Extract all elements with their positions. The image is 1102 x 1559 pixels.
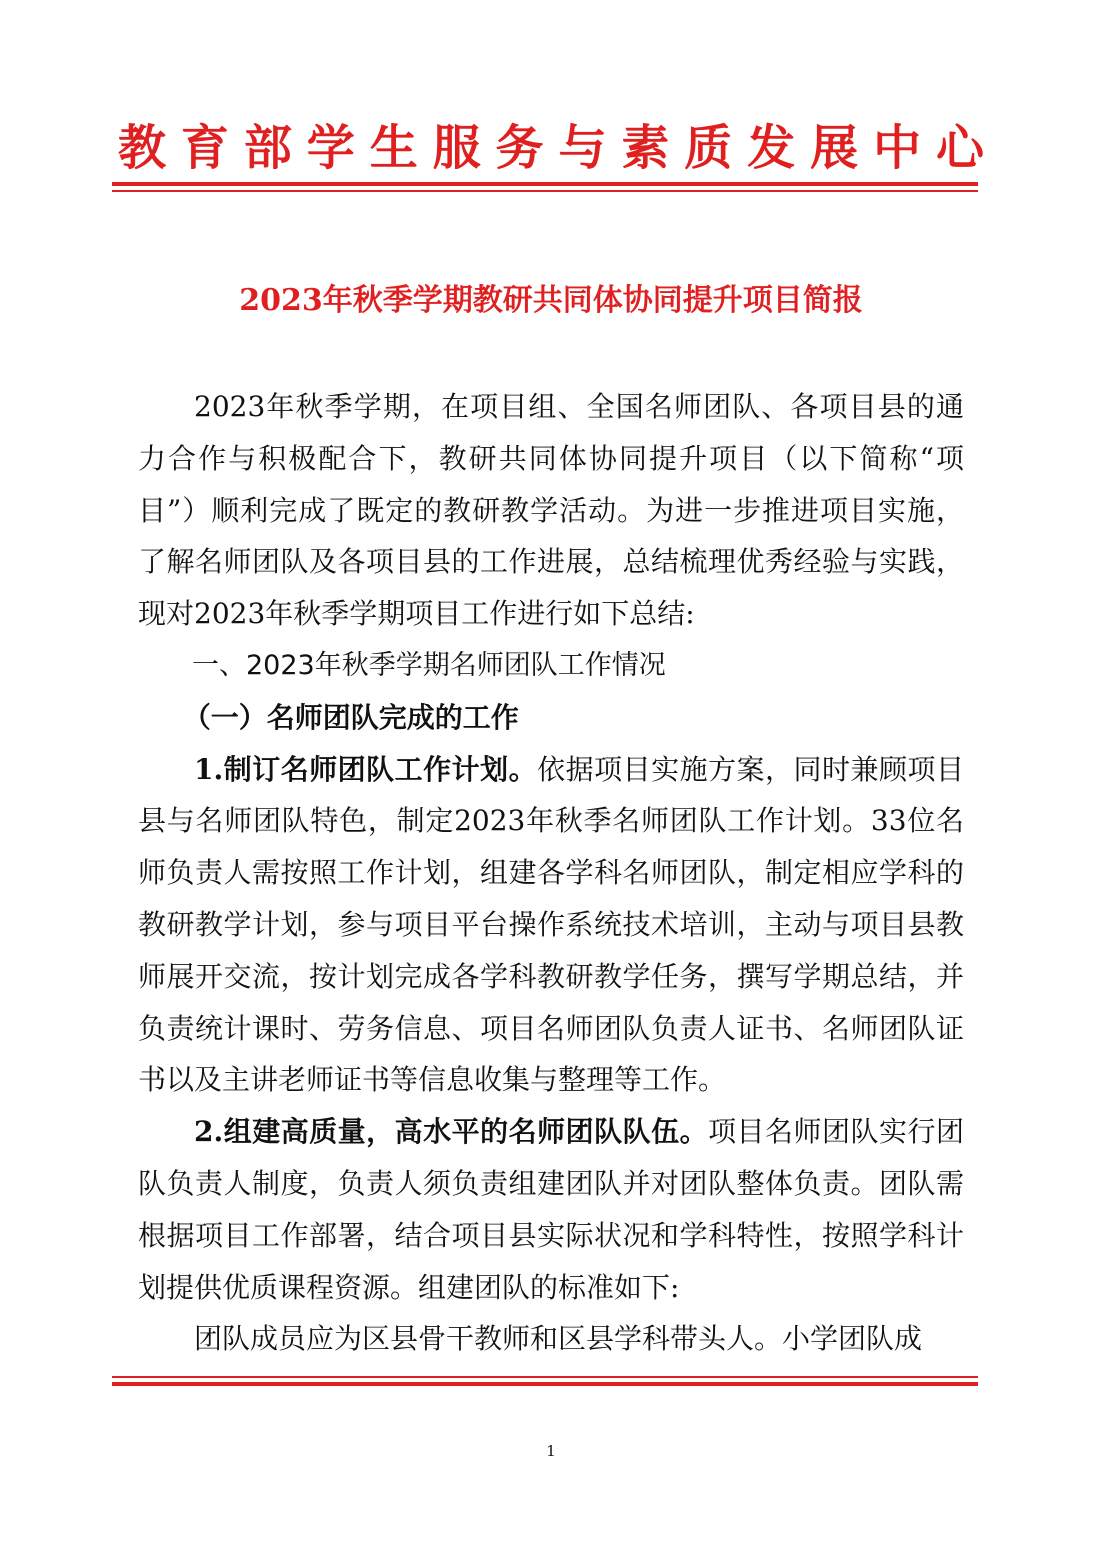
section-heading: 一、2023年秋季学期名师团队工作情况 xyxy=(192,649,666,681)
masthead-char: 服 xyxy=(432,120,481,176)
item-1-paragraph xyxy=(138,744,964,1107)
masthead-char: 质 xyxy=(684,120,733,176)
item-1-title: 1.制订名师团队工作计划。 xyxy=(194,752,538,786)
page-number: 1 xyxy=(546,1442,556,1460)
masthead-char: 育 xyxy=(180,120,229,176)
masthead-char: 发 xyxy=(747,120,796,176)
header-rule-thin xyxy=(112,190,978,192)
masthead-char: 生 xyxy=(369,120,418,176)
masthead-org-name xyxy=(118,112,984,184)
item-2-text: 项目名师团队实行团队负责人制度，负责人须负责组建团队并对团队整体负责。团队需根据项目工作部署，结合项目县实际状况和学科特性，按照学科计划提供优质课程资源。组建团队的标准如下: xyxy=(138,1115,964,1304)
masthead-char: 学 xyxy=(306,120,355,176)
footer-rule-thin xyxy=(112,1376,978,1378)
masthead-char: 素 xyxy=(621,120,670,176)
masthead-char: 中 xyxy=(873,120,922,176)
masthead-char: 教 xyxy=(118,120,167,176)
masthead-char: 部 xyxy=(243,120,292,176)
masthead-char: 与 xyxy=(558,120,607,176)
intro-paragraph: 2023年秋季学期，在项目组、全国名师团队、各项目县的通力合作与积极配合下，教研共同体协同提升项目（以下简称“项目”）顺利完成了既定的教研教学活动。为进一步推进项目实施，了解名师团队及各项目县的工作进展，总结梳理优秀经验与实践，现对2023年秋季学期项目工作进行如下总结: xyxy=(138,390,964,631)
footer-rule-thick xyxy=(112,1382,978,1386)
masthead-char: 务 xyxy=(495,120,544,176)
subsection-heading: （一）名师团队完成的工作 xyxy=(182,700,519,734)
item-1-text: 依据项目实施方案，同时兼顾项目县与名师团队特色，制定2023年秋季名师团队工作计划。33位名师负责人需按照工作计划，组建各学科名师团队，制定相应学科的教研教学计划，参与项目平台操作系统技术培训，主动与项目县教师展开交流，按计划完成各学科教研教学任务，撰写学期总结，并负责统计课时、劳务信息、项目名师团队负责人证书、名师团队证书以及主讲老师证书等信息收集与整理等工作。 xyxy=(138,752,964,1097)
last-paragraph: 团队成员应为区县骨干教师和区县学科带头人。小学团队成 xyxy=(194,1322,923,1356)
header-rule-thick xyxy=(112,182,978,186)
masthead-char: 心 xyxy=(935,120,984,176)
item-2-title: 2.组建高质量，高水平的名师团队队伍。 xyxy=(194,1115,709,1149)
document-title: 2023年秋季学期教研共同体协同提升项目简报 xyxy=(239,283,863,318)
masthead-char: 展 xyxy=(810,120,859,176)
item-2-paragraph xyxy=(138,1106,964,1313)
document-body xyxy=(138,381,964,1365)
